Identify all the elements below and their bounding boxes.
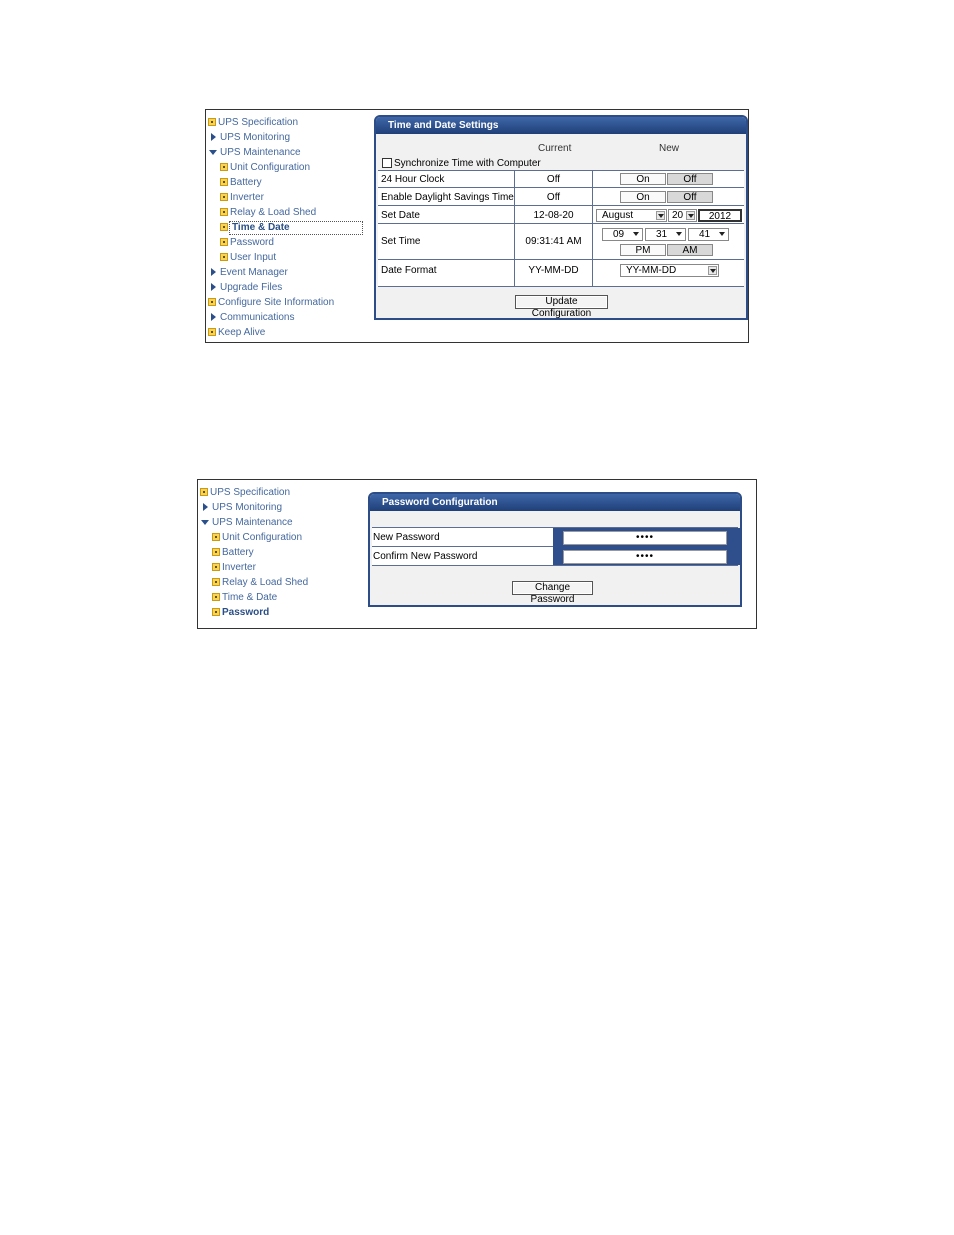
sidebar-item-configure-site-information[interactable]: [208, 295, 363, 310]
chevron-down-icon: [675, 230, 684, 239]
chevron-down-icon: [632, 230, 641, 239]
leaf-icon: [212, 563, 220, 571]
chevron-down-icon: [708, 266, 717, 275]
dst-off-button[interactable]: Off: [667, 191, 713, 203]
date-current-value: 12-08-20: [533, 210, 574, 221]
expand-arrow-icon: [211, 313, 216, 321]
sidebar-item-ups-maintenance[interactable]: [208, 145, 363, 160]
hour-select[interactable]: [602, 228, 643, 241]
sidebar-item-label: Unit Configuration: [222, 532, 303, 543]
sidebar-item-label: Inverter: [230, 192, 264, 203]
dst-current-value: Off: [546, 192, 561, 203]
column-header-new: New: [659, 143, 680, 154]
collapse-arrow-icon: [201, 520, 209, 525]
sidebar-item-relay-and-load-shed[interactable]: [200, 575, 308, 590]
day-select[interactable]: [668, 209, 697, 222]
sidebar-item-inverter[interactable]: [200, 560, 308, 575]
sidebar-item-label: Inverter: [222, 562, 256, 573]
sidebar-item-label: Unit Configuration: [230, 162, 311, 173]
sidebar-item-label: User Input: [230, 252, 277, 263]
clock-off-button[interactable]: Off: [667, 173, 713, 185]
sidebar-item-label: UPS Specification: [218, 117, 299, 128]
leaf-icon: [208, 298, 216, 306]
sidebar-item-user-input[interactable]: [208, 250, 363, 265]
sidebar-item-event-manager[interactable]: [208, 265, 363, 280]
sidebar-nav: [208, 115, 363, 340]
chevron-down-icon: [718, 230, 727, 239]
sidebar-item-label: Configure Site Information: [218, 297, 335, 308]
expand-arrow-icon: [211, 283, 216, 291]
sidebar-item-label: Event Manager: [220, 267, 288, 278]
minute-select-value: 31: [656, 229, 668, 240]
sidebar-item-upgrade-files[interactable]: [208, 280, 363, 295]
second-select-value: 41: [699, 229, 711, 240]
sidebar-item-label: Time & Date: [222, 592, 278, 603]
row-divider: [378, 187, 744, 188]
sidebar-item-label: Communications: [220, 312, 295, 323]
leaf-icon: [212, 608, 220, 616]
sidebar-item-label: Relay & Load Shed: [222, 577, 309, 588]
panel-title: Time and Date Settings: [376, 117, 746, 134]
password-panel: [368, 492, 742, 607]
sidebar-item-label: UPS Maintenance: [212, 517, 293, 528]
sync-time-checkbox[interactable]: [382, 158, 392, 168]
leaf-icon: [212, 533, 220, 541]
leaf-icon: [220, 208, 228, 216]
row-divider: [378, 223, 744, 224]
leaf-icon: [220, 193, 228, 201]
year-input[interactable]: 2012: [698, 209, 742, 222]
date-format-label: Date Format: [381, 265, 437, 276]
sidebar-item-keep-alive[interactable]: [208, 325, 363, 340]
sidebar-item-password[interactable]: [200, 605, 308, 620]
set-time-label: Set Time: [381, 236, 421, 247]
sidebar-item-label: UPS Maintenance: [220, 147, 301, 158]
sidebar-item-label: Battery: [222, 547, 254, 558]
password-screenshot: [197, 479, 757, 629]
time-date-panel: [374, 115, 748, 320]
am-button[interactable]: AM: [667, 244, 713, 256]
leaf-icon: [212, 578, 220, 586]
leaf-icon: [208, 118, 216, 126]
leaf-icon: [220, 238, 228, 246]
sidebar-item-password[interactable]: [208, 235, 363, 250]
hour-select-value: 09: [613, 229, 625, 240]
sidebar-item-ups-specification[interactable]: [208, 115, 363, 130]
new-password-input[interactable]: ••••: [563, 531, 727, 545]
set-date-label: Set Date: [381, 210, 420, 221]
chevron-down-icon: [686, 211, 695, 220]
second-select[interactable]: [688, 228, 729, 241]
sidebar-item-label: Password: [222, 607, 270, 618]
sync-time-checkbox-row[interactable]: [382, 158, 541, 169]
leaf-icon: [220, 163, 228, 171]
leaf-icon: [212, 593, 220, 601]
day-select-value: 20: [672, 210, 684, 221]
row-divider: [372, 565, 738, 566]
sidebar-item-label: Time & Date: [229, 221, 363, 235]
sidebar-item-ups-specification[interactable]: [200, 485, 308, 500]
dst-label: Enable Daylight Savings Time: [381, 192, 514, 203]
sidebar-item-ups-monitoring[interactable]: [200, 500, 308, 515]
minute-select[interactable]: [645, 228, 686, 241]
sidebar-item-battery[interactable]: [200, 545, 308, 560]
leaf-icon: [208, 328, 216, 336]
new-password-label: New Password: [373, 532, 440, 543]
sidebar-item-time-and-date[interactable]: [208, 220, 363, 235]
sidebar-item-ups-maintenance[interactable]: [200, 515, 308, 530]
row-divider: [378, 205, 744, 206]
sidebar-item-unit-configuration[interactable]: [200, 530, 308, 545]
pm-button[interactable]: PM: [620, 244, 666, 256]
row-divider: [378, 286, 744, 287]
sidebar-item-label: UPS Specification: [210, 487, 291, 498]
expand-arrow-icon: [203, 503, 208, 511]
month-select[interactable]: [596, 209, 667, 222]
dst-on-button[interactable]: On: [620, 191, 666, 203]
chevron-down-icon: [656, 211, 665, 220]
panel-title: Password Configuration: [370, 494, 740, 511]
sidebar-item-label: Password: [230, 237, 274, 248]
sidebar-nav: [200, 485, 308, 620]
change-password-button[interactable]: Change Password: [512, 581, 593, 595]
leaf-icon: [200, 488, 208, 496]
column-header-current: Current: [538, 143, 572, 154]
sidebar-item-communications[interactable]: [208, 310, 363, 325]
clock-label: 24 Hour Clock: [381, 174, 445, 185]
clock-on-button[interactable]: On: [620, 173, 666, 185]
sidebar-item-label: UPS Monitoring: [220, 132, 291, 143]
sidebar-item-unit-configuration[interactable]: [208, 160, 363, 175]
sidebar-item-label: Battery: [230, 177, 262, 188]
sidebar-item-inverter[interactable]: [208, 190, 363, 205]
sidebar-item-battery[interactable]: [208, 175, 363, 190]
update-configuration-button[interactable]: Update Configuration: [515, 295, 608, 309]
time-date-screenshot: [205, 109, 749, 343]
sync-time-label: Synchronize Time with Computer: [394, 158, 541, 169]
sidebar-item-label: UPS Monitoring: [212, 502, 283, 513]
row-divider: [378, 259, 744, 260]
confirm-password-label: Confirm New Password: [373, 551, 478, 562]
leaf-icon: [220, 178, 228, 186]
column-divider: [592, 170, 593, 286]
sidebar-item-ups-monitoring[interactable]: [208, 130, 363, 145]
sidebar-item-time-and-date[interactable]: [200, 590, 308, 605]
leaf-icon: [220, 253, 228, 261]
confirm-password-input[interactable]: ••••: [563, 550, 727, 564]
sidebar-item-relay-and-load-shed[interactable]: [208, 205, 363, 220]
sidebar-item-label: Keep Alive: [218, 327, 266, 338]
collapse-arrow-icon: [209, 150, 217, 155]
date-format-select-value: YY-MM-DD: [626, 265, 677, 276]
time-current-value: 09:31:41 AM: [525, 236, 582, 247]
sidebar-item-label: Relay & Load Shed: [230, 207, 317, 218]
month-select-value: August: [602, 210, 634, 221]
date-format-select[interactable]: [620, 264, 719, 277]
leaf-icon: [220, 223, 228, 231]
clock-current-value: Off: [546, 174, 561, 185]
date-format-current-value: YY-MM-DD: [528, 265, 579, 276]
expand-arrow-icon: [211, 268, 216, 276]
sidebar-item-label: Upgrade Files: [220, 282, 283, 293]
expand-arrow-icon: [211, 133, 216, 141]
row-divider: [378, 170, 744, 171]
leaf-icon: [212, 548, 220, 556]
